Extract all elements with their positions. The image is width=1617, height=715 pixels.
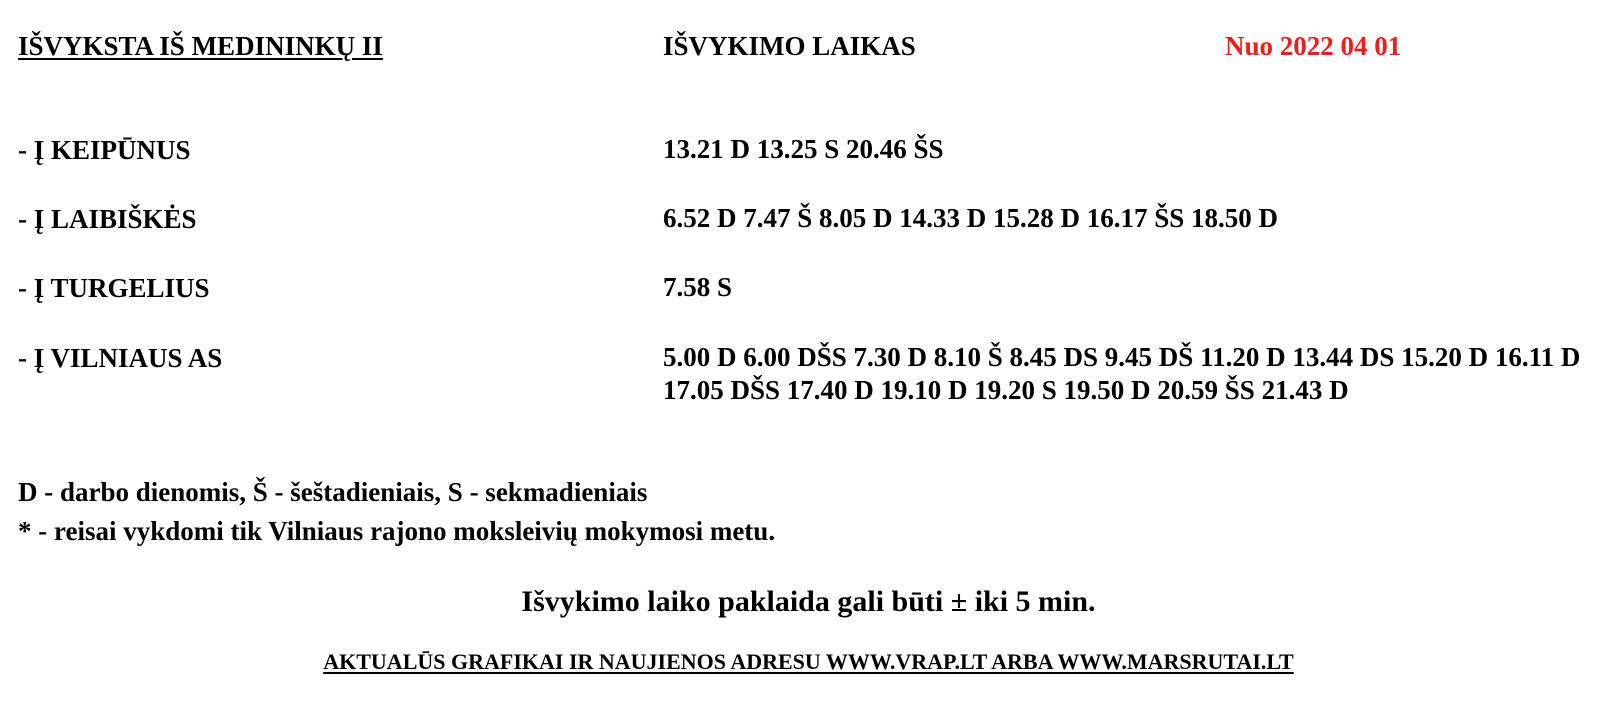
route-destination: - Į KEIPŪNUS [18, 135, 191, 165]
route-times: 5.00 D 6.00 DŠS 7.30 D 8.10 Š 8.45 DS 9.45 DŠ 11.20 D 13.44 DS 15.20 D 16.11 D 17.05 DŠS 17.40 D 19.10 D 19.20 S 19.50 D 20.59 ŠS 21.43 D [663, 342, 1581, 405]
departure-time-heading: IŠVYKIMO LAIKAS [663, 31, 916, 61]
legend-school-note: * - reisai vykdomi tik Vilniaus rajono moksleivių mokymosi metu. [18, 516, 776, 546]
route-destination: - Į VILNIAUS AS [18, 343, 223, 373]
route-times: 7.58 S [663, 272, 733, 302]
valid-from-date: Nuo 2022 04 01 [1225, 31, 1402, 61]
footer-links[interactable] [0, 649, 1617, 675]
footer-link-text[interactable]: AKTUALŪS GRAFIKAI IR NAUJIENOS ADRESU WWW.VRAP.LT ARBA WWW.MARSRUTAI.LT [323, 649, 1294, 674]
route-times: 13.21 D 13.25 S 20.46 ŠS [663, 134, 944, 164]
tolerance-note: Išvykimo laiko paklaida gali būti ± iki 5 min. [521, 585, 1096, 618]
legend-days: D - darbo dienomis, Š - šeštadieniais, S - sekmadieniais [18, 477, 648, 507]
route-destination: - Į TURGELIUS [18, 273, 210, 303]
route-destination: - Į LAIBIŠKĖS [18, 204, 197, 234]
departs-from-heading: IŠVYKSTA IŠ MEDININKŲ II [18, 31, 383, 61]
route-times: 6.52 D 7.47 Š 8.05 D 14.33 D 15.28 D 16.17 ŠS 18.50 D [663, 203, 1279, 233]
